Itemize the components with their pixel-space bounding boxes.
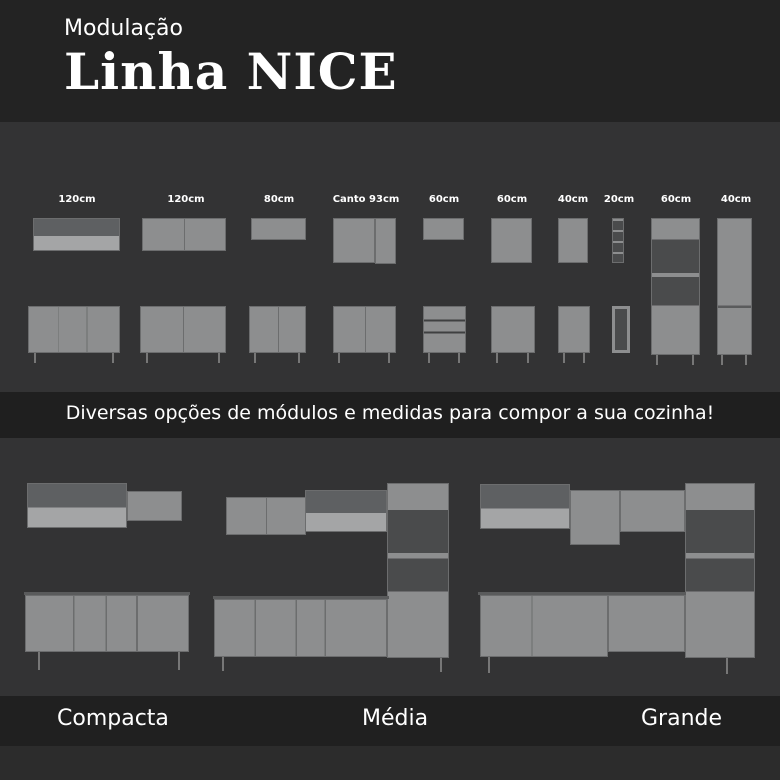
page-title: Linha NICE: [64, 42, 398, 101]
base-cabinet: [140, 306, 226, 353]
leg: [721, 355, 723, 365]
composition-labels: [0, 696, 780, 746]
module-label: 60cm: [660, 194, 692, 205]
upper-cabinet: [558, 218, 588, 263]
banner: [0, 392, 780, 438]
leg: [527, 353, 529, 363]
drawer-cabinet: [423, 306, 466, 353]
leg: [440, 658, 442, 672]
leg: [178, 652, 180, 670]
label-grande: Grande: [641, 706, 723, 731]
module-label: 120cm: [58, 194, 96, 205]
label-media: Média: [362, 706, 429, 731]
leg: [146, 353, 148, 363]
leg: [254, 353, 256, 363]
leg: [388, 353, 390, 363]
upper-corner-cabinet: [333, 218, 375, 263]
base-cabinet: [28, 306, 120, 353]
upper-shelf: [612, 218, 624, 263]
module-label: 120cm: [167, 194, 205, 205]
upper-cabinet: [226, 497, 306, 535]
upper-cabinet-glass: [305, 490, 387, 532]
base-cabinets: [480, 595, 608, 657]
corner-base-cabinets: [608, 595, 685, 652]
leg: [34, 353, 36, 363]
upper-cabinet: [423, 218, 464, 240]
upper-corner-cabinet: [570, 490, 620, 545]
label-compacta: Compacta: [57, 706, 169, 731]
base-cabinet: [558, 306, 590, 353]
leg: [428, 353, 430, 363]
tall-cabinet: [717, 218, 752, 355]
module-label: 60cm: [428, 194, 460, 205]
upper-cabinet-glass: [27, 483, 127, 528]
leg: [656, 355, 658, 365]
leg: [692, 355, 694, 365]
base-cabinet: [249, 306, 306, 353]
module-label: Canto 93cm: [332, 194, 400, 205]
leg: [38, 652, 40, 670]
leg: [298, 353, 300, 363]
upper-cabinet: [491, 218, 532, 263]
module-label: 40cm: [557, 194, 589, 205]
leg: [583, 353, 585, 363]
leg: [218, 353, 220, 363]
upper-cabinet: [620, 490, 685, 532]
base-cabinet: [491, 306, 535, 353]
leg: [563, 353, 565, 363]
upper-cabinet-glass: [33, 218, 120, 251]
base-shelf: [612, 306, 630, 353]
module-label: 80cm: [263, 194, 295, 205]
leg: [222, 657, 224, 671]
upper-corner-cabinet: [375, 218, 396, 264]
leg: [338, 353, 340, 363]
leg: [112, 353, 114, 363]
base-cabinets: [25, 595, 189, 652]
tall-oven-cabinet: [685, 483, 755, 658]
leg: [496, 353, 498, 363]
leg: [488, 657, 490, 673]
base-corner-cabinet: [333, 306, 396, 353]
leg: [726, 658, 728, 674]
upper-cabinet: [127, 491, 182, 521]
upper-cabinet: [142, 218, 226, 251]
module-label: 60cm: [496, 194, 528, 205]
leg: [458, 353, 460, 363]
module-label: 40cm: [720, 194, 752, 205]
leg: [745, 355, 747, 365]
banner-text: Diversas opções de módulos e medidas para compor a sua cozinha!: [65, 402, 715, 424]
tall-oven-cabinet: [651, 218, 700, 355]
tall-oven-cabinet: [387, 483, 449, 658]
footer-strip: [0, 746, 780, 780]
module-label: 20cm: [603, 194, 635, 205]
subtitle: Modulação: [64, 16, 183, 41]
header: [0, 0, 780, 122]
upper-cabinet: [251, 218, 306, 240]
base-cabinets: [214, 599, 387, 657]
upper-cabinet-glass: [480, 484, 570, 529]
